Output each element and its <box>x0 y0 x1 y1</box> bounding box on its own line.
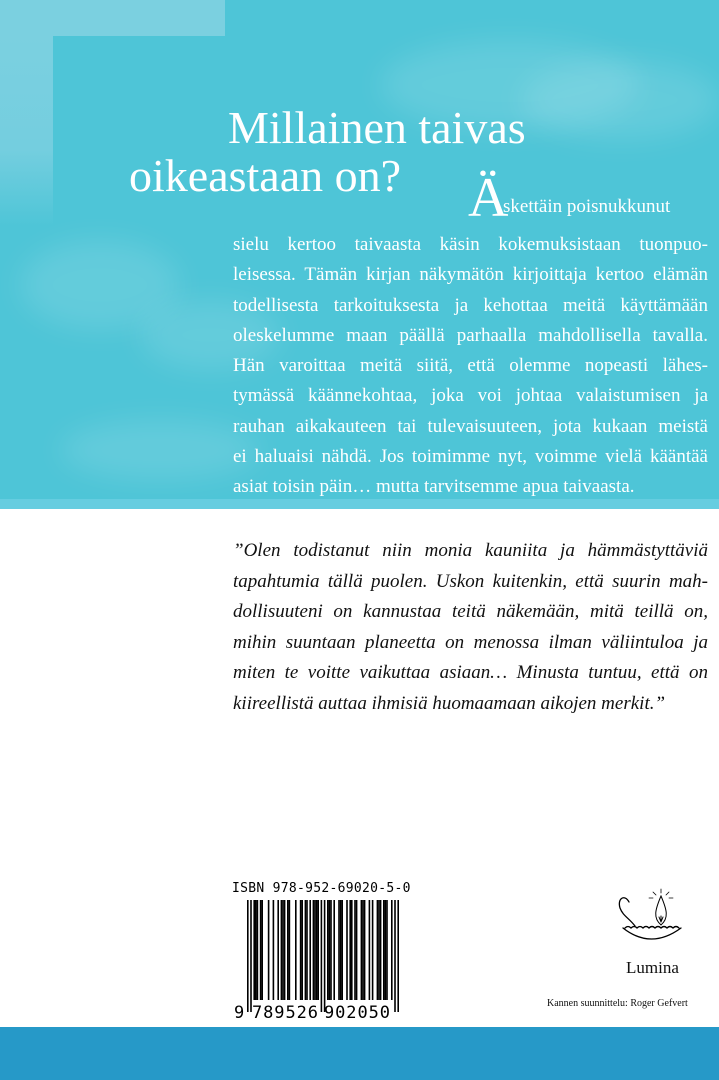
barcode-bar <box>361 900 363 1000</box>
barcode-bar <box>287 900 289 1000</box>
barcode-bar <box>321 900 323 1012</box>
barcode-bar <box>257 900 259 1000</box>
isbn-label: ISBN 978-952-69020-5-0 <box>232 881 411 896</box>
barcode-bar <box>289 900 291 1000</box>
barcode-bar <box>333 900 335 1000</box>
drop-cap: Ä <box>468 167 509 229</box>
blurb-line: sielu kertoo taivaasta käsin kokemuksistaan tuonpuo- <box>233 234 708 255</box>
barcode-bar <box>330 900 332 1000</box>
barcode-bar <box>314 900 316 1000</box>
barcode-bar <box>341 900 343 1000</box>
barcode-bar <box>346 900 348 1000</box>
barcode-bar <box>354 900 356 1000</box>
barcode-bar <box>273 900 275 1000</box>
decorative-band-left <box>0 36 53 226</box>
barcode-bar <box>255 900 257 1000</box>
barcode-left-digits: 789526 <box>252 1003 318 1020</box>
isbn-barcode <box>232 900 402 1020</box>
barcode-bar <box>268 900 270 1000</box>
blurb-line: asiat toisin päin… mutta tarvitsemme apua taivaasta. <box>233 476 635 498</box>
cover-design-credit: Kannen suunnittelu: Roger Gefvert <box>547 998 688 1009</box>
barcode-bar <box>281 900 283 1000</box>
cloud <box>60 420 260 480</box>
barcode-bar <box>295 900 297 1000</box>
barcode-bar <box>313 900 315 1000</box>
barcode-bar <box>261 900 263 1000</box>
blurb-line: oleskelumme maan päällä parhaalla mahdollisella tavalla. <box>233 324 708 346</box>
barcode-bar <box>369 900 371 1000</box>
quote-line: ”Olen todistanut niin monia kauniita ja hämmästyttäviä <box>233 540 708 561</box>
barcode-bar <box>362 900 364 1000</box>
barcode-bar <box>338 900 340 1000</box>
barcode-bar <box>351 900 353 1000</box>
barcode-bar <box>391 900 393 1000</box>
barcode-bar <box>327 900 329 1000</box>
barcode-bar <box>324 900 326 1012</box>
barcode-bar <box>340 900 342 1000</box>
title-line-1: Millainen taivas <box>228 102 526 153</box>
title-line-2: oikeastaan on? <box>129 150 402 201</box>
barcode-bar <box>300 900 302 1000</box>
blurb-line: tymässä käännekohtaa, joka voi johtaa valaistumisen ja <box>233 385 708 407</box>
oil-lamp-icon <box>615 888 687 946</box>
barcode-bar <box>250 900 252 1012</box>
quote-line: dollisuuteni on kannustaa teitä näkemään, mitä teillä on, <box>233 601 708 622</box>
barcode-bar <box>380 900 382 1000</box>
lead-text: skettäin poisnukkunut <box>503 196 671 217</box>
barcode-bar <box>378 900 380 1000</box>
barcode-bar <box>349 900 351 1000</box>
barcode-right-digits: 902050 <box>324 1003 390 1020</box>
quote-line: mihin suuntaan planeetta on menossa ilman väliintuloa ja <box>233 631 708 653</box>
barcode-bar <box>372 900 374 1000</box>
barcode-bar <box>364 900 366 1000</box>
barcode-bar <box>260 900 262 1000</box>
barcode-bar <box>305 900 307 1000</box>
bottom-bar <box>0 1027 719 1080</box>
barcode-bar <box>383 900 385 1000</box>
barcode-bar <box>377 900 379 1000</box>
barcode-bar <box>356 900 358 1000</box>
barcode-bar <box>329 900 331 1000</box>
blurb-line: Hän varoittaa meitä siitä, että olemme nopeasti lähes- <box>233 355 708 377</box>
barcode-bar <box>284 900 286 1000</box>
blurb-line: ei haluaisi nähdä. Jos toimimme nyt, voimme vielä kääntää <box>233 446 708 468</box>
barcode-bar <box>301 900 303 1000</box>
sky-background <box>0 0 719 509</box>
quote <box>233 536 708 719</box>
barcode-bar <box>394 900 396 1012</box>
blurb-line: leisessa. Tämän kirjan näkymätön kirjoittaja kertoo elämän <box>233 264 708 286</box>
barcode-bar <box>386 900 388 1000</box>
cloud <box>520 60 719 140</box>
barcode-bar <box>282 900 284 1000</box>
barcode-bar <box>253 900 255 1000</box>
barcode-bar <box>309 900 311 1000</box>
blurb-line: rauhan aikakauteen tai tulevaisuuteen, jota kukaan meistä <box>233 415 708 437</box>
blurb <box>233 230 708 503</box>
quote-line: tapahtumia tällä puolen. Uskon kuitenkin, että suurin mah- <box>233 570 708 592</box>
barcode-bar <box>385 900 387 1000</box>
publisher-name: Lumina <box>626 958 679 977</box>
decorative-band-top <box>0 0 225 36</box>
barcode-bar <box>397 900 399 1012</box>
barcode-bar <box>317 900 319 1000</box>
barcode-first-digit: 9 <box>234 1003 245 1020</box>
quote-line: kiireellistä auttaa ihmisiä huomaamaan aikojen merkit.” <box>233 692 666 714</box>
barcode-bar <box>306 900 308 1000</box>
barcode-bar <box>247 900 249 1012</box>
barcode-bar <box>277 900 279 1000</box>
blurb-line: todellisesta tarkoituksesta ja kehottaa meitä käyttämään <box>233 294 708 316</box>
quote-line: miten te voitte vaikuttaa asiaan… Minusta tuntuu, että on <box>233 662 708 683</box>
barcode-bar <box>316 900 318 1000</box>
